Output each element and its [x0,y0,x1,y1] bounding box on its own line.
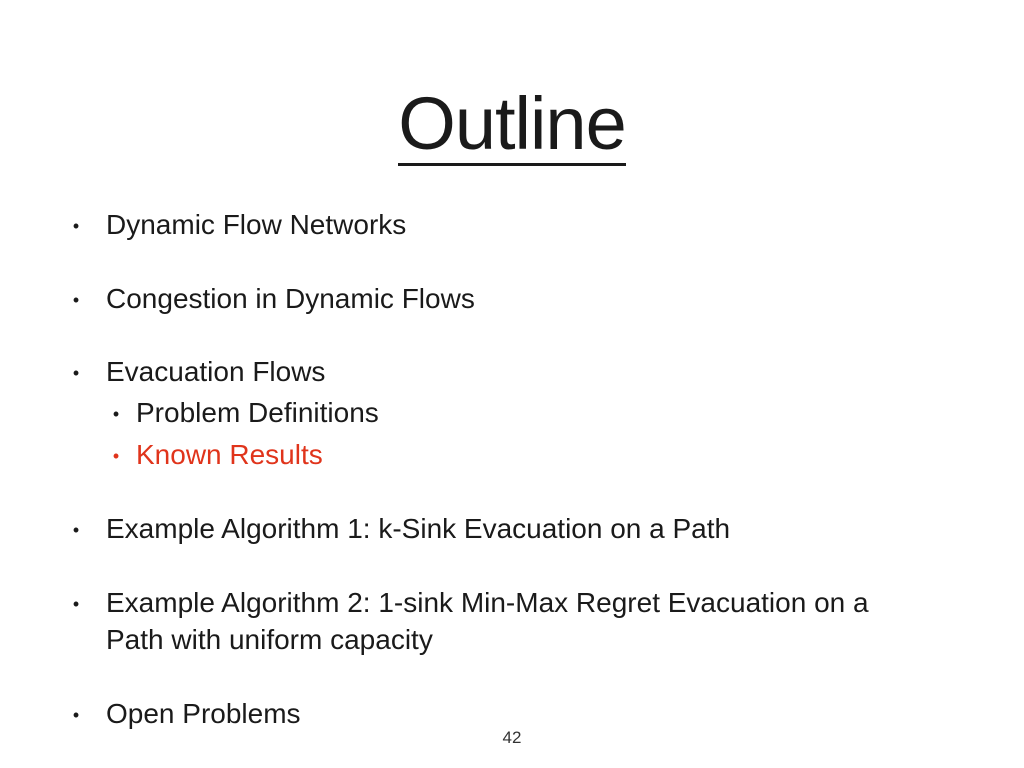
outline-item-example-algorithm-2-line1: Example Algorithm 2: 1-sink Min-Max Regret Evacuation on a [106,587,869,618]
bullet-icon: • [72,520,80,540]
outline-item-example-algorithm-2-line2: Path with uniform capacity [106,624,433,655]
sub-bullet-icon-highlighted: • [112,446,120,466]
outline-item-congestion: Congestion in Dynamic Flows [106,283,475,314]
bullet-icon: • [72,290,80,310]
outline-item-example-algorithm-1: Example Algorithm 1: k-Sink Evacuation on a Path [106,513,731,544]
outline-subitem-problem-definitions: Problem Definitions [136,397,379,428]
outline-subitem-known-results: Known Results [136,439,323,470]
outline-item-open-problems: Open Problems [106,698,301,729]
sub-bullet-icon: • [112,404,120,424]
bullet-icon: • [72,705,80,725]
bullet-icon: • [72,594,80,614]
slide-title-text: Outline [398,82,626,165]
page-number: 42 [502,728,522,747]
bullet-icon: • [72,363,80,383]
outline-item-evacuation-flows: Evacuation Flows [106,356,326,387]
outline-item-dynamic-flow-networks: Dynamic Flow Networks [106,209,407,240]
slide-title [0,80,1024,168]
bullet-icon: • [72,216,80,236]
